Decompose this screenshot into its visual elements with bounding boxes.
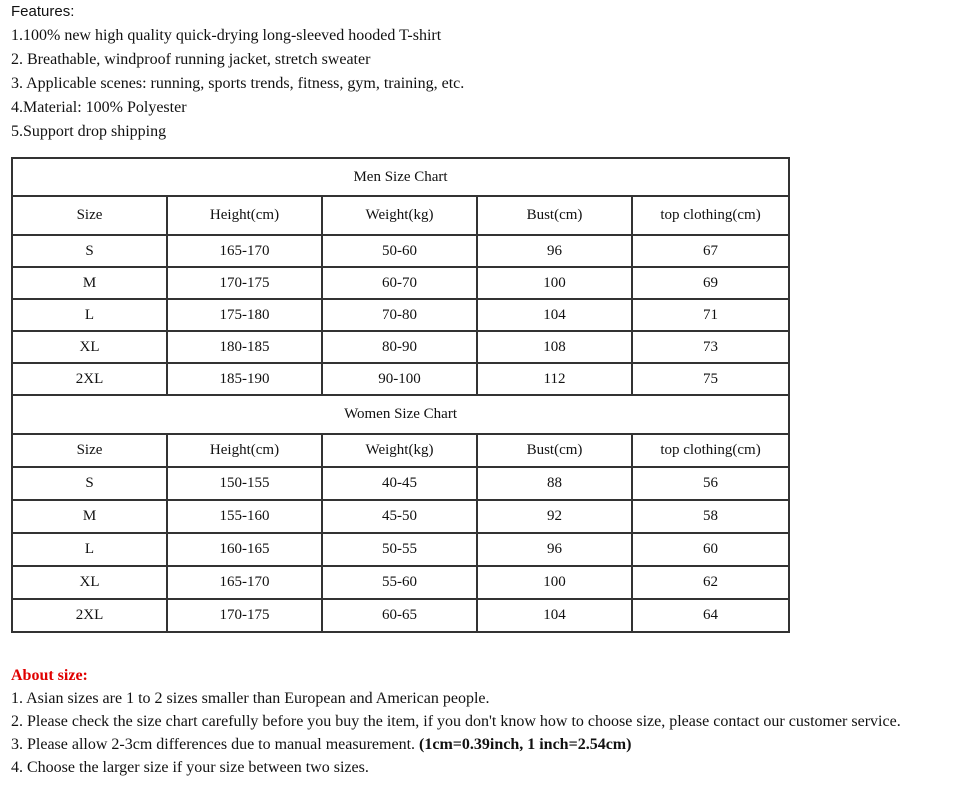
table-cell: 80-90 [322, 331, 477, 363]
table-cell: 70-80 [322, 299, 477, 331]
table-cell: M [12, 500, 167, 533]
header-cell: Size [12, 434, 167, 467]
table-cell: 155-160 [167, 500, 322, 533]
about-size-line [11, 733, 956, 756]
table-cell: 69 [632, 267, 789, 299]
about-size-heading: About size: [11, 667, 88, 684]
table-row [12, 599, 789, 632]
women-header-row [12, 434, 789, 467]
header-cell: Weight(kg) [322, 434, 477, 467]
table-cell: L [12, 299, 167, 331]
about-size-line: 2. Please check the size chart carefully before you buy the item, if you don't know how to choose size, please contact our customer service. [11, 713, 901, 730]
table-cell: 75 [632, 363, 789, 395]
feature-item: 5.Support drop shipping [11, 123, 167, 140]
table-cell: 71 [632, 299, 789, 331]
header-cell: Height(cm) [167, 434, 322, 467]
table-cell: 40-45 [322, 467, 477, 500]
table-row [12, 363, 789, 395]
table-cell: 96 [477, 235, 632, 267]
men-chart-title-row [12, 158, 789, 196]
table-cell: 108 [477, 331, 632, 363]
table-cell: 60-65 [322, 599, 477, 632]
table-cell: 96 [477, 533, 632, 566]
table-cell: L [12, 533, 167, 566]
table-row [12, 235, 789, 267]
table-row [12, 500, 789, 533]
table-row [12, 331, 789, 363]
table-cell: 60 [632, 533, 789, 566]
table-cell: 175-180 [167, 299, 322, 331]
table-cell: 104 [477, 599, 632, 632]
table-cell: 112 [477, 363, 632, 395]
table-cell: S [12, 467, 167, 500]
men-header-row [12, 196, 789, 235]
table-cell: 170-175 [167, 267, 322, 299]
features-section [11, 0, 464, 144]
table-cell: 90-100 [322, 363, 477, 395]
table-cell: 58 [632, 500, 789, 533]
feature-item: 4.Material: 100% Polyester [11, 99, 187, 116]
header-cell: Size [12, 196, 167, 235]
women-chart-title: Women Size Chart [12, 395, 789, 434]
table-cell: 180-185 [167, 331, 322, 363]
table-cell: 165-170 [167, 235, 322, 267]
feature-item: 1.100% new high quality quick-drying long-sleeved hooded T-shirt [11, 27, 442, 44]
table-cell: 88 [477, 467, 632, 500]
table-cell: XL [12, 331, 167, 363]
about-size-text: 3. Please allow 2-3cm differences due to manual measurement. [11, 736, 420, 753]
table-row [12, 566, 789, 599]
table-cell: 100 [477, 267, 632, 299]
header-cell: Height(cm) [167, 196, 322, 235]
header-cell: top clothing(cm) [632, 196, 789, 235]
feature-item: 3. Applicable scenes: running, sports trends, fitness, gym, training, etc. [11, 75, 465, 92]
table-row [12, 299, 789, 331]
table-cell: 92 [477, 500, 632, 533]
table-cell: 170-175 [167, 599, 322, 632]
header-cell: Weight(kg) [322, 196, 477, 235]
table-row [12, 533, 789, 566]
about-size-line: 4. Choose the larger size if your size between two sizes. [11, 759, 369, 776]
table-cell: 56 [632, 467, 789, 500]
conversion-note: (1cm=0.39inch, 1 inch=2.54cm) [419, 736, 632, 753]
table-cell: 165-170 [167, 566, 322, 599]
table-cell: 2XL [12, 363, 167, 395]
header-cell: top clothing(cm) [632, 434, 789, 467]
table-cell: 67 [632, 235, 789, 267]
table-cell: S [12, 235, 167, 267]
about-size-line: 1. Asian sizes are 1 to 2 sizes smaller than European and American people. [11, 690, 490, 707]
women-chart-title-row [12, 395, 789, 434]
table-cell: 60-70 [322, 267, 477, 299]
size-chart-table [11, 157, 790, 633]
table-cell: XL [12, 566, 167, 599]
header-cell: Bust(cm) [477, 434, 632, 467]
table-row [12, 467, 789, 500]
table-cell: 64 [632, 599, 789, 632]
feature-item: 2. Breathable, windproof running jacket, stretch sweater [11, 51, 371, 68]
table-cell: 2XL [12, 599, 167, 632]
about-size-section [11, 664, 956, 779]
table-cell: 55-60 [322, 566, 477, 599]
table-cell: 150-155 [167, 467, 322, 500]
table-cell: 50-60 [322, 235, 477, 267]
table-row [12, 267, 789, 299]
table-cell: 100 [477, 566, 632, 599]
table-cell: 160-165 [167, 533, 322, 566]
men-chart-title: Men Size Chart [12, 158, 789, 196]
table-cell: 73 [632, 331, 789, 363]
features-heading: Features: [11, 3, 75, 20]
table-cell: 62 [632, 566, 789, 599]
header-cell: Bust(cm) [477, 196, 632, 235]
table-cell: 104 [477, 299, 632, 331]
table-cell: M [12, 267, 167, 299]
table-cell: 45-50 [322, 500, 477, 533]
table-cell: 50-55 [322, 533, 477, 566]
table-cell: 185-190 [167, 363, 322, 395]
